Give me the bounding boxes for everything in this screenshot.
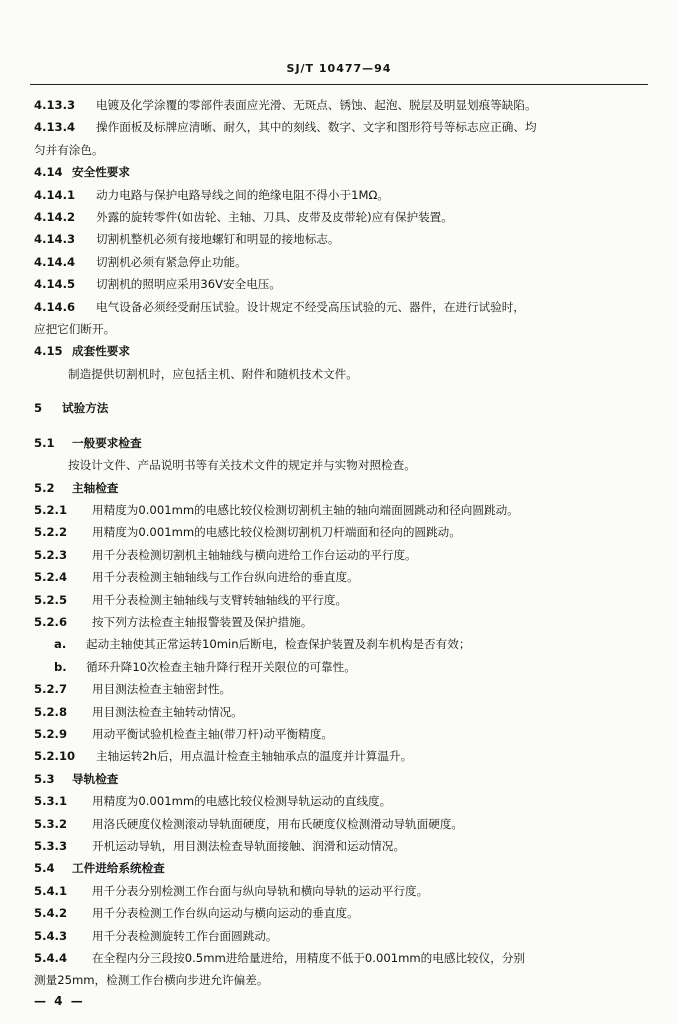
clause-text: 切割机的照明应采用36V安全电压。 <box>96 277 281 292</box>
clause-number: 5.3 <box>34 771 55 786</box>
clause-text: 用精度为0.001mm的电感比较仪检测导轨运动的直线度。 <box>92 794 392 809</box>
text-line <box>34 363 652 385</box>
clause-number: 5.3.1 <box>34 794 68 809</box>
clause-text: 应把它们断开。 <box>34 322 116 337</box>
clause-text: 切割机整机必须有接地螺钉和明显的接地标志。 <box>96 232 340 247</box>
clause-number: 5.2.1 <box>34 502 68 517</box>
clause-number: 4.14.4 <box>34 254 76 269</box>
paragraph-gap <box>34 420 652 432</box>
paragraph-gap <box>34 385 652 397</box>
clause-text: 用目测法检查主轴转动情况。 <box>92 704 243 719</box>
text-line <box>34 296 652 318</box>
clause-text: 切割机必须有紧急停止功能。 <box>96 254 247 269</box>
clause-text: 用洛氏硬度仪检测滚动导轨面硬度，用布氏硬度仪检测滑动导轨面硬度。 <box>92 816 464 831</box>
text-line <box>34 318 652 340</box>
clause-number: 5.4.1 <box>34 883 68 898</box>
list-marker: b. <box>54 659 67 674</box>
clause-text: 外露的旋转零件(如齿轮、主轴、刀具、皮带及皮带轮)应有保护装置。 <box>96 210 453 225</box>
clause-number: 5.3.3 <box>34 839 68 853</box>
clause-text: 用千分表分别检测工作台面与纵向导轨和横向导轨的运动平行度。 <box>92 883 429 898</box>
text-line <box>34 206 652 228</box>
clause-number: 4.14.5 <box>34 277 76 292</box>
clause-text: 用千分表检测主轴轴线与支臂转轴轴线的平行度。 <box>92 592 348 607</box>
text-line <box>34 161 652 183</box>
clause-text: 主轴检查 <box>72 480 119 495</box>
text-line <box>34 813 652 835</box>
clause-text: 成套性要求 <box>72 344 130 359</box>
clause-number: 4.14.2 <box>34 210 76 225</box>
clause-number: 5.3.2 <box>34 816 68 831</box>
clause-text: 一般要求检查 <box>72 435 142 450</box>
text-line <box>34 790 652 812</box>
text-line <box>34 925 652 947</box>
clause-number: 5.2.8 <box>34 704 68 719</box>
clause-number: 4.13.4 <box>34 120 76 135</box>
text-line <box>34 768 652 790</box>
clause-number: 5 <box>34 401 43 416</box>
clause-text: 用精度为0.001mm的电感比较仪检测切割机刀杆端面和径向的圆跳动。 <box>92 525 461 540</box>
text-line <box>34 902 652 924</box>
clause-number: 4.13.3 <box>34 98 76 112</box>
clause-text: 主轴运转2h后，用点温计检查主轴轴承点的温度并计算温升。 <box>96 749 413 764</box>
clause-number: 5.2.6 <box>34 614 68 629</box>
clause-text: 电镀及化学涂覆的零部件表面应光滑、无斑点、锈蚀、起泡、脱层及明显划痕等缺陷。 <box>96 98 537 112</box>
clause-text: 用千分表检测工作台纵向运动与横向运动的垂直度。 <box>92 906 359 921</box>
text-line <box>34 969 652 991</box>
clause-text: 用精度为0.001mm的电感比较仪检测切割机主轴的轴向端面圆跳动和径向圆跳动。 <box>92 502 519 517</box>
clause-text: 在全程内分三段按0.5mm进给量进给，用精度不低于0.001mm的电感比较仪，分别 <box>92 951 526 966</box>
clause-number: 4.14.1 <box>34 187 76 202</box>
clause-number: 5.2.10 <box>34 749 76 764</box>
page-number: — 4 — <box>34 994 85 1008</box>
clause-number: 5.4.4 <box>34 951 68 966</box>
text-line <box>34 880 652 902</box>
text-line <box>34 139 652 161</box>
clause-text: 动力电路与保护电路导线之间的绝缘电阻不得小于1MΩ。 <box>96 187 389 202</box>
clause-number: 5.2.3 <box>34 547 68 562</box>
clause-number: 5.2.5 <box>34 592 68 607</box>
clause-number: 5.2.7 <box>34 682 68 697</box>
clause-number: 4.14.3 <box>34 232 76 247</box>
clause-text: 制造提供切割机时，应包括主机、附件和随机技术文件。 <box>68 366 358 381</box>
text-line <box>34 544 652 566</box>
text-line <box>34 94 652 116</box>
text-line <box>34 397 652 419</box>
text-line <box>34 454 652 476</box>
text-line <box>34 116 652 138</box>
clause-text: 开机运动导轨，用目测法检查导轨面接触、润滑和运动情况。 <box>92 839 406 853</box>
clause-number: 4.15 <box>34 344 63 359</box>
text-line <box>34 947 652 969</box>
list-marker: a. <box>54 637 67 652</box>
document-body <box>34 94 652 992</box>
clause-number: 4.14 <box>34 165 63 180</box>
text-line <box>34 184 652 206</box>
clause-text: 循环升降10次检查主轴升降行程开关限位的可靠性。 <box>86 659 356 674</box>
clause-text: 用目测法检查主轴密封性。 <box>92 682 232 697</box>
text-line <box>34 566 652 588</box>
text-line <box>34 857 652 879</box>
text-line <box>34 228 652 250</box>
clause-text: 操作面板及标牌应清晰、耐久，其中的刻线、数字、文字和图形符号等标志应正确、均 <box>96 120 537 135</box>
header-rule <box>30 84 648 85</box>
text-line <box>34 678 652 700</box>
text-line <box>34 835 652 857</box>
clause-text: 工件进给系统检查 <box>72 861 165 876</box>
text-line <box>34 432 652 454</box>
clause-text: 安全性要求 <box>72 165 130 180</box>
clause-number: 5.1 <box>34 435 55 450</box>
clause-number: 5.4.2 <box>34 906 68 921</box>
clause-text: 用动平衡试验机检查主轴(带刀杆)动平衡精度。 <box>92 726 333 741</box>
clause-number: 5.4.3 <box>34 928 68 943</box>
clause-text: 用千分表检测切割机主轴轴线与横向进给工作台运动的平行度。 <box>92 547 417 562</box>
clause-number: 5.2.9 <box>34 726 68 741</box>
clause-text: 用千分表检测主轴轴线与工作台纵向进给的垂直度。 <box>92 570 359 585</box>
standard-code-header: SJ/T 10477—94 <box>286 62 392 75</box>
clause-text: 试验方法 <box>62 401 109 416</box>
text-line <box>34 521 652 543</box>
clause-number: 5.2.4 <box>34 570 68 585</box>
text-line <box>34 477 652 499</box>
clause-text: 电气设备必须经受耐压试验。设计规定不经受高压试验的元、器件，在进行试验时， <box>96 299 525 314</box>
text-line <box>34 611 652 633</box>
text-line <box>34 656 652 678</box>
text-line <box>34 499 652 521</box>
text-line <box>34 701 652 723</box>
text-line <box>34 723 652 745</box>
text-line <box>34 633 652 655</box>
text-line <box>34 251 652 273</box>
clause-text: 按下列方法检查主轴报警装置及保护措施。 <box>92 614 313 629</box>
clause-number: 5.2.2 <box>34 525 68 540</box>
clause-text: 起动主轴使其正常运转10min后断电，检查保护装置及刹车机构是否有效； <box>86 637 471 652</box>
text-line <box>34 745 652 767</box>
text-line <box>34 340 652 362</box>
clause-text: 用千分表检测旋转工作台面圆跳动。 <box>92 928 278 943</box>
clause-number: 5.2 <box>34 480 55 495</box>
text-line <box>34 589 652 611</box>
clause-text: 导轨检查 <box>72 771 119 786</box>
clause-number: 4.14.6 <box>34 299 76 314</box>
clause-text: 测量25mm，检测工作台横向步进允许偏差。 <box>34 973 269 988</box>
text-line <box>34 273 652 295</box>
clause-text: 按设计文件、产品说明书等有关技术文件的规定并与实物对照检查。 <box>68 458 416 473</box>
clause-text: 匀并有涂色。 <box>34 142 104 157</box>
clause-number: 5.4 <box>34 861 55 876</box>
